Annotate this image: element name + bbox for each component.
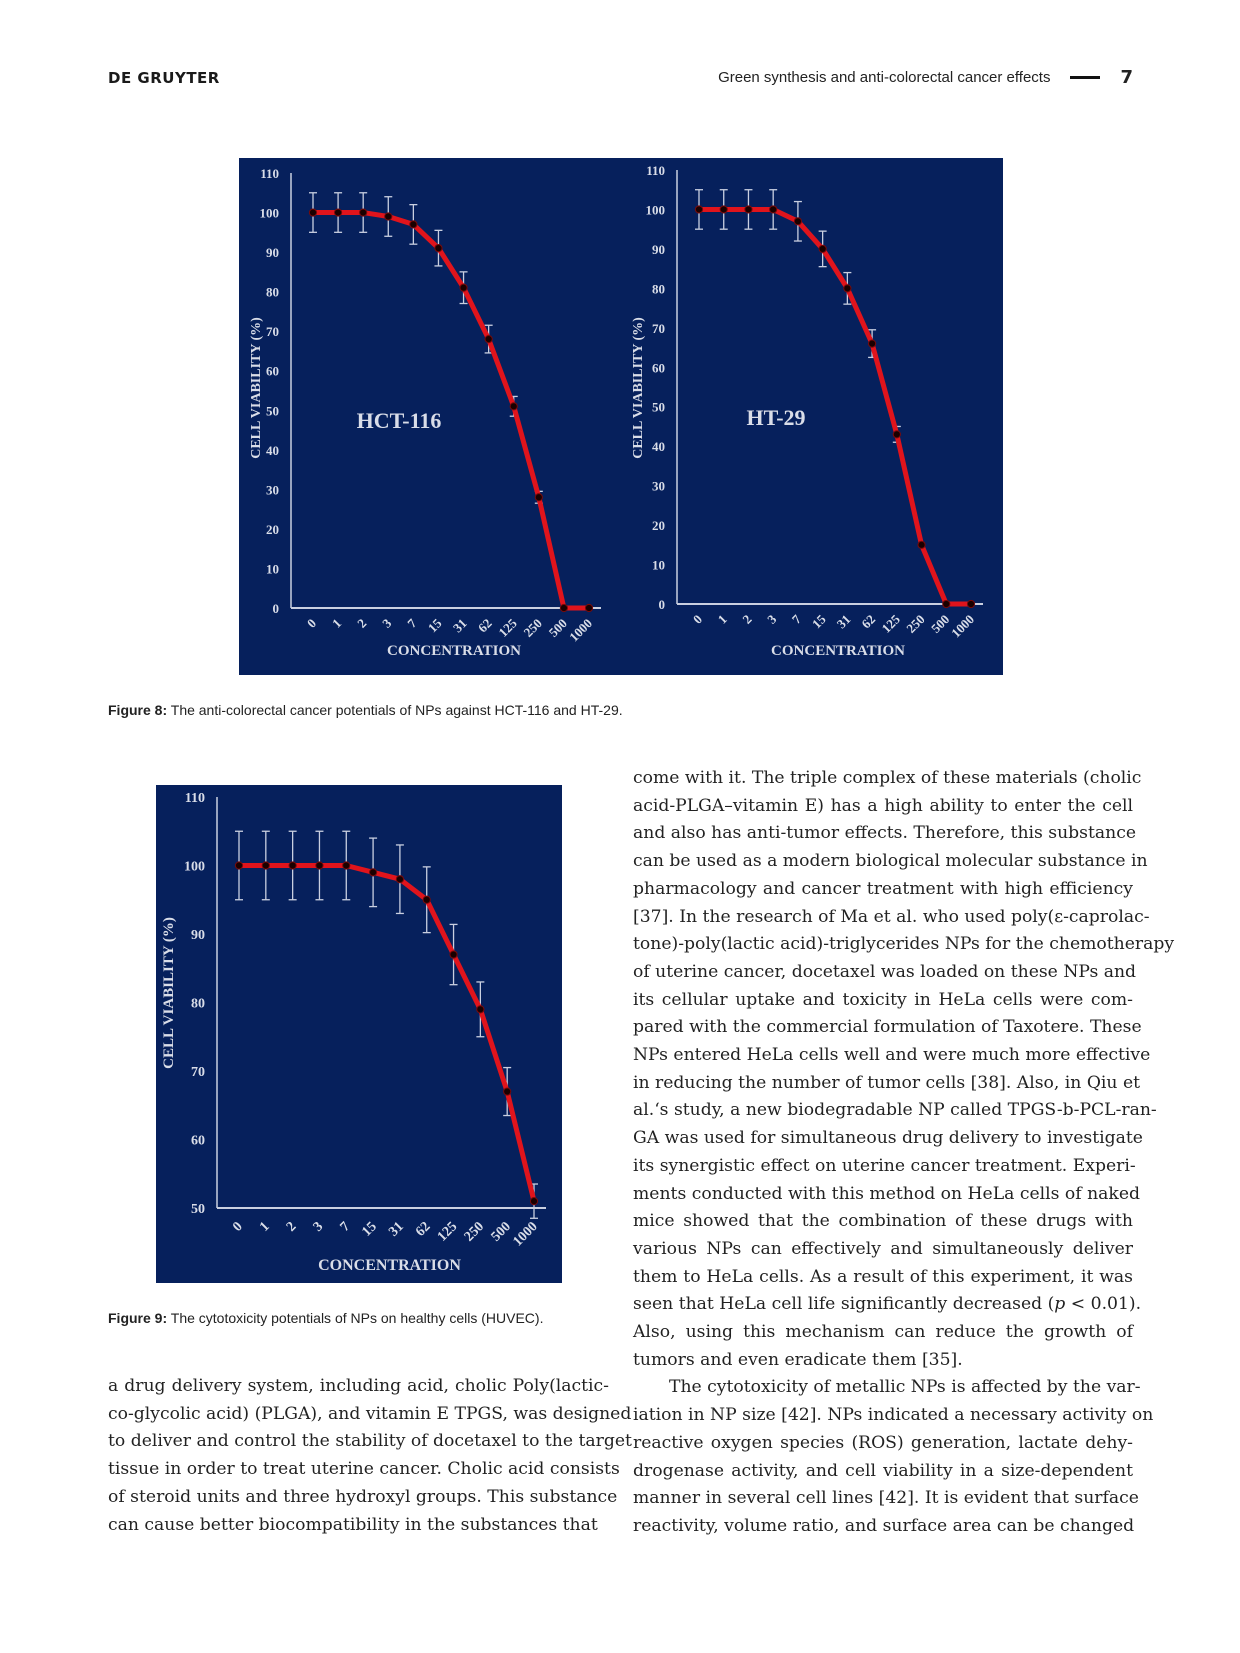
x-tick-label: 3 xyxy=(379,615,395,631)
y-tick-label: 90 xyxy=(652,241,665,257)
y-axis-label: CELL VIABILITY (%) xyxy=(161,917,177,1069)
text-line: iation in NP size [42]. NPs indicated a necessary activity on xyxy=(633,1405,1154,1426)
x-tick-label: 1 xyxy=(329,615,345,631)
chart-ht29 xyxy=(621,158,1003,675)
text-line: The cytotoxicity of metallic NPs is affected by the var- xyxy=(669,1377,1141,1398)
y-tick-label: 60 xyxy=(652,360,665,376)
x-tick-label: 7 xyxy=(337,1219,354,1235)
y-axis-label: CELL VIABILITY (%) xyxy=(631,317,646,459)
x-tick-label: 1 xyxy=(714,611,730,627)
x-tick-label: 3 xyxy=(310,1219,327,1235)
chart-title: HT-29 xyxy=(746,405,806,430)
x-tick-label: 15 xyxy=(808,611,829,632)
data-point xyxy=(530,1198,537,1205)
data-point xyxy=(535,494,542,501)
data-point xyxy=(844,285,851,292)
text-line: and also has anti-tumor effects. Therefore, this substance xyxy=(633,823,1137,844)
x-tick-label: 500 xyxy=(927,611,953,636)
figure-8-caption xyxy=(108,702,623,718)
x-tick-label: 62 xyxy=(474,615,495,636)
data-point xyxy=(918,541,925,548)
x-tick-label: 125 xyxy=(878,611,903,636)
y-tick-label: 80 xyxy=(266,284,279,300)
right-column xyxy=(633,765,1175,1541)
data-point xyxy=(343,862,350,869)
chart-hct116 xyxy=(239,158,621,675)
x-tick-label: 62 xyxy=(413,1219,434,1240)
y-tick-label: 40 xyxy=(652,439,665,455)
text-line: of steroid units and three hydroxyl groups. This substance xyxy=(108,1486,618,1507)
page-number: 7 xyxy=(1120,67,1133,88)
x-tick-label: 7 xyxy=(788,611,805,627)
text-line: various NPs can effectively and simultaneously deliver xyxy=(633,1238,1133,1259)
data-point xyxy=(423,896,430,903)
data-point xyxy=(967,600,974,607)
y-axis-label: CELL VIABILITY (%) xyxy=(249,317,264,459)
x-tick-label: 7 xyxy=(404,615,420,631)
data-point xyxy=(745,206,752,213)
y-tick-label: 30 xyxy=(266,482,279,498)
header-dash xyxy=(1070,76,1100,79)
x-tick-label: 62 xyxy=(858,611,879,632)
x-tick-label: 15 xyxy=(359,1219,380,1240)
text-line: Also, using this mechanism can reduce the growth of xyxy=(633,1322,1133,1343)
text-line: its synergistic effect on uterine cancer treatment. Experi- xyxy=(633,1155,1136,1176)
x-tick-label: 3 xyxy=(764,611,780,627)
data-point xyxy=(510,403,517,410)
figure-9-label: Figure 9: xyxy=(108,1310,168,1326)
y-tick-label: 80 xyxy=(652,281,665,297)
text-line: a drug delivery system, including acid, cholic Poly(lactic- xyxy=(108,1376,609,1396)
text-line: seen that HeLa cell life significantly decreased (p < 0.01). xyxy=(633,1294,1142,1315)
data-point xyxy=(868,340,875,347)
x-tick-label: 0 xyxy=(230,1219,246,1235)
data-point xyxy=(262,862,269,869)
data-point xyxy=(435,245,442,252)
data-point xyxy=(450,951,457,958)
data-point xyxy=(360,209,367,216)
x-tick-label: 2 xyxy=(739,611,755,627)
x-tick-label: 2 xyxy=(354,615,370,631)
text-line: pharmacology and cancer treatment with high efficiency xyxy=(633,878,1133,899)
data-point xyxy=(385,213,392,220)
series-line xyxy=(699,209,971,604)
data-point xyxy=(943,600,950,607)
x-tick-label: 125 xyxy=(434,1219,461,1245)
series-line xyxy=(313,213,589,608)
figure-8-label: Figure 8: xyxy=(108,702,168,718)
data-point xyxy=(316,862,323,869)
chart-title: HCT-116 xyxy=(356,408,442,433)
data-point xyxy=(560,604,567,611)
x-tick-label: 250 xyxy=(520,615,545,640)
text-line: drogenase activity, and cell viability in a size-dependent xyxy=(633,1460,1133,1481)
figure-9-text: The cytotoxicity potentials of NPs on healthy cells (HUVEC). xyxy=(167,1310,544,1326)
y-tick-label: 50 xyxy=(266,403,279,419)
y-tick-label: 20 xyxy=(652,518,665,534)
data-point xyxy=(695,206,702,213)
text-line: acid-PLGA–vitamin E) has a high ability to enter the cell xyxy=(633,795,1133,816)
x-axis-label: CONCENTRATION xyxy=(318,1257,461,1274)
y-tick-label: 110 xyxy=(646,163,665,178)
y-tick-label: 0 xyxy=(272,601,279,616)
y-tick-label: 90 xyxy=(191,928,205,943)
y-tick-label: 60 xyxy=(191,1133,205,1149)
y-tick-label: 20 xyxy=(266,521,279,537)
x-tick-label: 1000 xyxy=(566,615,596,645)
text-line: can cause better biocompatibility in the substances that xyxy=(108,1514,598,1535)
data-point xyxy=(289,862,296,869)
text-line: NPs entered HeLa cells well and were much more effective xyxy=(633,1045,1151,1066)
series-line xyxy=(239,866,534,1202)
y-tick-label: 100 xyxy=(184,859,205,875)
text-line: to deliver and control the stability of docetaxel to the target xyxy=(108,1431,632,1452)
text-line: tone)-poly(lactic acid)-triglycerides NPs for the chemotherapy xyxy=(633,934,1175,955)
data-point xyxy=(770,206,777,213)
x-axis-label: CONCENTRATION xyxy=(387,643,521,659)
y-tick-label: 100 xyxy=(645,202,665,218)
text-line: mice showed that the combination of these drugs with xyxy=(633,1211,1133,1232)
x-tick-label: 1000 xyxy=(510,1219,541,1250)
text-line: can be used as a modern biological molecular substance in xyxy=(633,851,1148,872)
text-line: ments conducted with this method on HeLa cells of naked xyxy=(633,1183,1140,1204)
text-line: them to HeLa cells. As a result of this experiment, it was xyxy=(633,1266,1133,1287)
data-point xyxy=(720,206,727,213)
data-point xyxy=(309,209,316,216)
right-paragraph-1 xyxy=(633,765,1175,1374)
data-point xyxy=(585,604,592,611)
x-tick-label: 0 xyxy=(689,611,706,627)
x-tick-label: 31 xyxy=(449,615,470,636)
text-line: reactive oxygen species (ROS) generation, lactate dehy- xyxy=(633,1432,1133,1453)
text-line: pared with the commercial formulation of Taxotere. These xyxy=(633,1017,1142,1038)
x-tick-label: 250 xyxy=(903,611,928,636)
x-tick-label: 1000 xyxy=(948,611,978,641)
data-point xyxy=(794,218,801,225)
y-tick-label: 50 xyxy=(652,399,665,415)
running-title: Green synthesis and anti-colorectal cancer effects xyxy=(718,69,1051,86)
y-tick-label: 70 xyxy=(191,1065,205,1080)
x-tick-label: 2 xyxy=(283,1219,300,1235)
x-tick-label: 31 xyxy=(833,611,854,632)
running-header xyxy=(718,67,1133,88)
x-tick-label: 250 xyxy=(461,1219,488,1245)
x-tick-label: 31 xyxy=(386,1219,407,1240)
data-point xyxy=(235,862,242,869)
text-line: in reducing the number of tumor cells [38]. Also, in Qiu et xyxy=(633,1072,1141,1093)
y-tick-label: 90 xyxy=(266,245,279,261)
text-line: of uterine cancer, docetaxel was loaded on these NPs and xyxy=(633,961,1137,982)
y-tick-label: 60 xyxy=(266,363,279,379)
text-line: GA was used for simultaneous drug delivery to investigate xyxy=(633,1128,1143,1149)
x-tick-label: 0 xyxy=(303,615,320,631)
text-line: its cellular uptake and toxicity in HeLa cells were com- xyxy=(633,989,1133,1010)
y-tick-label: 10 xyxy=(652,557,665,573)
x-axis-label: CONCENTRATION xyxy=(771,643,905,659)
data-point xyxy=(477,1006,484,1013)
y-tick-label: 110 xyxy=(260,166,279,181)
text-line: co-glycolic acid) (PLGA), and vitamin E TPGS, was designed xyxy=(108,1403,632,1424)
data-point xyxy=(334,209,341,216)
y-tick-label: 40 xyxy=(266,442,279,458)
data-point xyxy=(485,335,492,342)
x-tick-label: 15 xyxy=(424,615,445,636)
y-tick-label: 70 xyxy=(266,324,279,340)
y-tick-label: 30 xyxy=(652,478,665,494)
y-tick-label: 10 xyxy=(266,561,279,577)
text-line: reactivity, volume ratio, and surface area can be changed xyxy=(633,1515,1135,1536)
y-tick-label: 0 xyxy=(658,597,665,612)
right-paragraph-2 xyxy=(633,1374,1154,1540)
x-tick-label: 500 xyxy=(488,1219,515,1245)
text-line: al.‘s study, a new biodegradable NP called TPGS-b-PCL-ran- xyxy=(633,1100,1157,1121)
left-paragraph xyxy=(108,1373,632,1539)
text-line: [37]. In the research of Ma et al. who used poly(ε-caprolac- xyxy=(633,906,1150,927)
x-tick-label: 500 xyxy=(545,615,571,640)
x-tick-label: 1 xyxy=(257,1219,273,1235)
data-point xyxy=(396,876,403,883)
y-tick-label: 80 xyxy=(191,996,205,1012)
y-tick-label: 70 xyxy=(652,320,665,336)
y-tick-label: 100 xyxy=(259,205,279,221)
figure-8-text: The anti-colorectal cancer potentials of NPs against HCT-116 and HT-29. xyxy=(167,702,623,718)
text-line: tumors and even eradicate them [35]. xyxy=(633,1349,963,1370)
data-point xyxy=(410,221,417,228)
figure-9-caption xyxy=(108,1310,543,1326)
data-point xyxy=(369,869,376,876)
text-line: manner in several cell lines [42]. It is evident that surface xyxy=(633,1488,1139,1509)
figure-9-panel xyxy=(156,785,562,1283)
text-line: tissue in order to treat uterine cancer. Cholic acid consists xyxy=(108,1459,620,1480)
figure-8-panel xyxy=(239,158,1003,675)
data-point xyxy=(819,245,826,252)
publisher-name: DE GRUYTER xyxy=(108,69,220,87)
x-tick-label: 125 xyxy=(495,615,520,640)
data-point xyxy=(504,1088,511,1095)
text-line: come with it. The triple complex of these materials (cholic xyxy=(633,768,1142,788)
y-tick-label: 50 xyxy=(191,1202,205,1217)
left-column xyxy=(108,1373,632,1539)
y-tick-label: 110 xyxy=(184,791,205,806)
data-point xyxy=(460,284,467,291)
data-point xyxy=(893,431,900,438)
chart-huvec xyxy=(156,785,562,1283)
